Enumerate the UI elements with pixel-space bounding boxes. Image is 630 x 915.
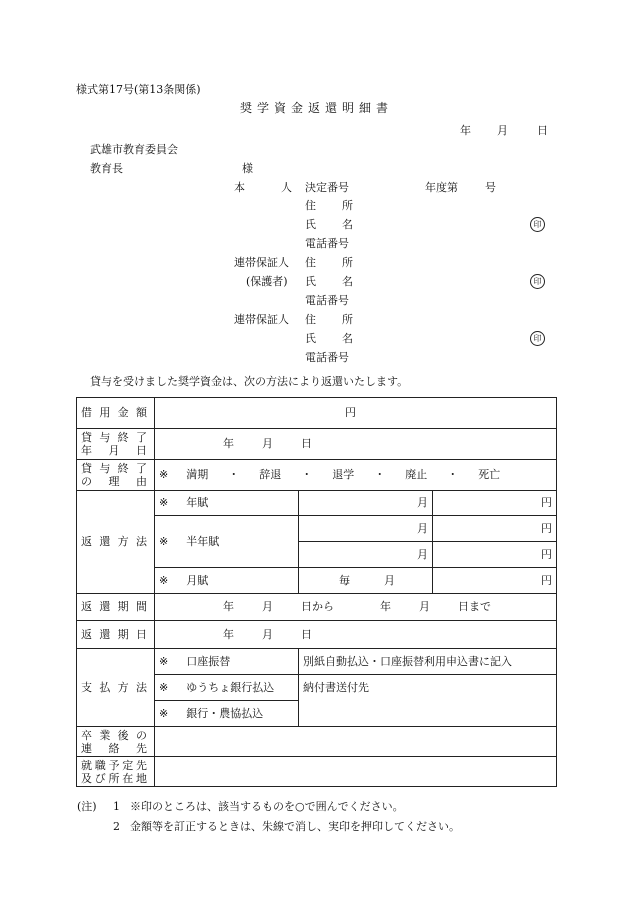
yen-unit: 円 [541,521,553,535]
notes-label: (注) [77,800,97,813]
row-end-date [77,429,557,460]
note-1-number: 1 [113,800,120,813]
bank-transfer-note: 別紙自動払込・口座振替利用申込書に記入 [303,654,512,668]
day-unit: 日 [301,627,312,641]
applicant-role: 本人 [234,181,292,194]
month-unit: 月 [262,627,273,641]
contact-cell[interactable] [155,727,557,757]
month-unit: 月 [417,547,428,561]
bank-agri-label: 銀行・農協払込 [186,706,264,720]
monthly-option[interactable] [155,568,299,594]
date-day-label: 日 [537,124,548,137]
row-loan-amount [77,398,557,429]
yen-unit: 円 [541,573,553,587]
bank-agri-option[interactable] [155,701,299,727]
invoice-destination-cell[interactable] [299,675,557,727]
mark-symbol: ※ [159,496,169,510]
reason-option[interactable]: 廃止 [405,468,428,482]
page-title: 奨学資金返還明細書 [240,101,394,115]
day-unit: 日 [301,437,312,451]
guarantor2-name-label: 氏名 [305,332,353,345]
applicant-phone-label: 電話番号 [305,237,349,250]
month-unit: 月 [384,573,395,587]
mark-symbol: ※ [159,654,169,668]
annual-amount-cell[interactable] [433,491,557,516]
month-unit: 月 [417,521,428,535]
separator: ・ [301,468,313,482]
guarantor1-phone-label: 電話番号 [305,294,349,307]
reason-label-1: 貸与終了 [81,462,147,475]
bank-transfer-note-cell [299,649,557,675]
row-job [77,757,557,787]
guarantor2-seal-icon: 印 [530,331,545,346]
mark-symbol: ※ [159,706,169,720]
mark-symbol: ※ [159,534,169,548]
intro-text: 貸与を受けました奨学資金は、次の方法により返還いたします。 [90,375,409,388]
monthly-every-cell[interactable] [299,568,433,594]
guarantor1-name-label: 氏名 [305,275,353,288]
form-number: 様式第17号(第13条関係) [76,83,201,96]
semiannual-option[interactable] [155,516,299,568]
bank-transfer-label: 口座振替 [186,654,231,668]
month-unit: 月 [419,600,430,614]
yucho-option[interactable] [155,675,299,701]
mark-symbol: ※ [159,468,169,482]
end-date-label-2: 年月日 [81,444,147,457]
guarantor2-phone-label: 電話番号 [305,351,349,364]
until-label: 日まで [458,600,491,614]
month-unit: 月 [262,600,273,614]
from-label: 日から [301,600,334,614]
due-label: 返還期日 [81,627,147,641]
contact-label-2: 連絡先 [81,741,147,755]
monthly-amount-cell[interactable] [433,568,557,594]
row-due-date [77,621,557,649]
period-label: 返還期間 [81,600,147,614]
guarantor2-role: 連帯保証人 [234,313,289,326]
recipient-title: 教育長 [90,162,123,175]
guarantor1-seal-icon: 印 [530,274,545,289]
applicant-name-label: 氏名 [305,218,353,231]
job-cell[interactable] [155,757,557,787]
job-label-1: 就職予定先 [81,758,147,772]
bank-transfer-option[interactable] [155,649,299,675]
separator: ・ [447,468,459,482]
recipient-suffix: 様 [242,162,253,175]
mark-symbol: ※ [159,680,169,694]
semiannual-amount-cell-1[interactable] [433,516,557,542]
annual-month-cell[interactable] [299,491,433,516]
decision-number-label: 決定番号 [305,181,349,194]
applicant-address-label: 住所 [305,199,353,212]
year-unit: 年 [223,437,234,451]
invoice-destination-label: 納付書送付先 [303,681,369,694]
recipient-org: 武雄市教育委員会 [90,143,178,156]
repayment-table [76,397,557,787]
semiannual-label: 半年賦 [186,534,220,548]
year-unit: 年 [380,600,391,614]
separator: ・ [228,468,240,482]
date-year-label: 年 [460,124,471,137]
separator: ・ [374,468,386,482]
row-method-annual [77,491,557,516]
year-unit: 年 [223,600,234,614]
month-unit: 月 [262,437,273,451]
fiscal-year-label: 年度第 [425,181,458,194]
date-month-label: 月 [497,124,508,137]
year-unit: 年 [223,627,234,641]
guarantor1-address-label: 住所 [305,256,353,269]
guarantor1-role: 連帯保証人 [234,256,289,269]
end-date-cell[interactable] [155,429,557,460]
reason-option[interactable]: 辞退 [259,468,282,482]
yen-unit: 円 [541,496,553,510]
job-label-2: 及び所在地 [81,771,147,785]
applicant-seal-icon: 印 [530,217,545,232]
end-date-label-1: 貸与終了 [81,431,147,444]
loan-amount-label: 借用金額 [81,406,147,420]
note-1-text: ※印のところは、該当するものを○で囲んでください。 [130,800,404,813]
every-label: 毎 [339,573,350,587]
row-period [77,594,557,621]
note-2-number: 2 [113,820,120,833]
payment-label: 支払方法 [81,680,147,694]
number-suffix-label: 号 [485,181,496,194]
reason-option[interactable]: 満期 [186,468,209,482]
reason-option[interactable]: 退学 [332,468,355,482]
guarantor1-role-note: (保護者) [246,275,288,288]
due-cell[interactable] [155,621,557,649]
mark-symbol: ※ [159,573,169,587]
yucho-label: ゆうちょ銀行払込 [186,680,275,694]
contact-label-1: 卒業後の [81,728,147,742]
guarantor2-address-label: 住所 [305,313,353,326]
yen-unit: 円 [345,406,356,420]
note-2-text: 金額等を訂正するときは、朱線で消し、実印を押印してください。 [130,820,460,833]
row-end-reason [77,460,557,491]
method-label: 返還方法 [81,535,147,549]
month-unit: 月 [417,496,428,510]
reason-cell[interactable] [155,460,557,491]
semiannual-month-cell-1[interactable] [299,516,433,542]
semiannual-month-cell-2[interactable] [299,542,433,568]
reason-option[interactable]: 死亡 [478,468,501,482]
reason-label-2: の理由 [81,475,147,488]
annual-label: 年賦 [186,496,209,510]
yen-unit: 円 [541,547,553,561]
monthly-label: 月賦 [186,573,209,587]
row-contact [77,727,557,757]
row-payment-transfer [77,649,557,675]
period-cell[interactable] [155,594,557,621]
loan-amount-cell[interactable] [155,398,557,429]
semiannual-amount-cell-2[interactable] [433,542,557,568]
annual-option[interactable] [155,491,299,516]
